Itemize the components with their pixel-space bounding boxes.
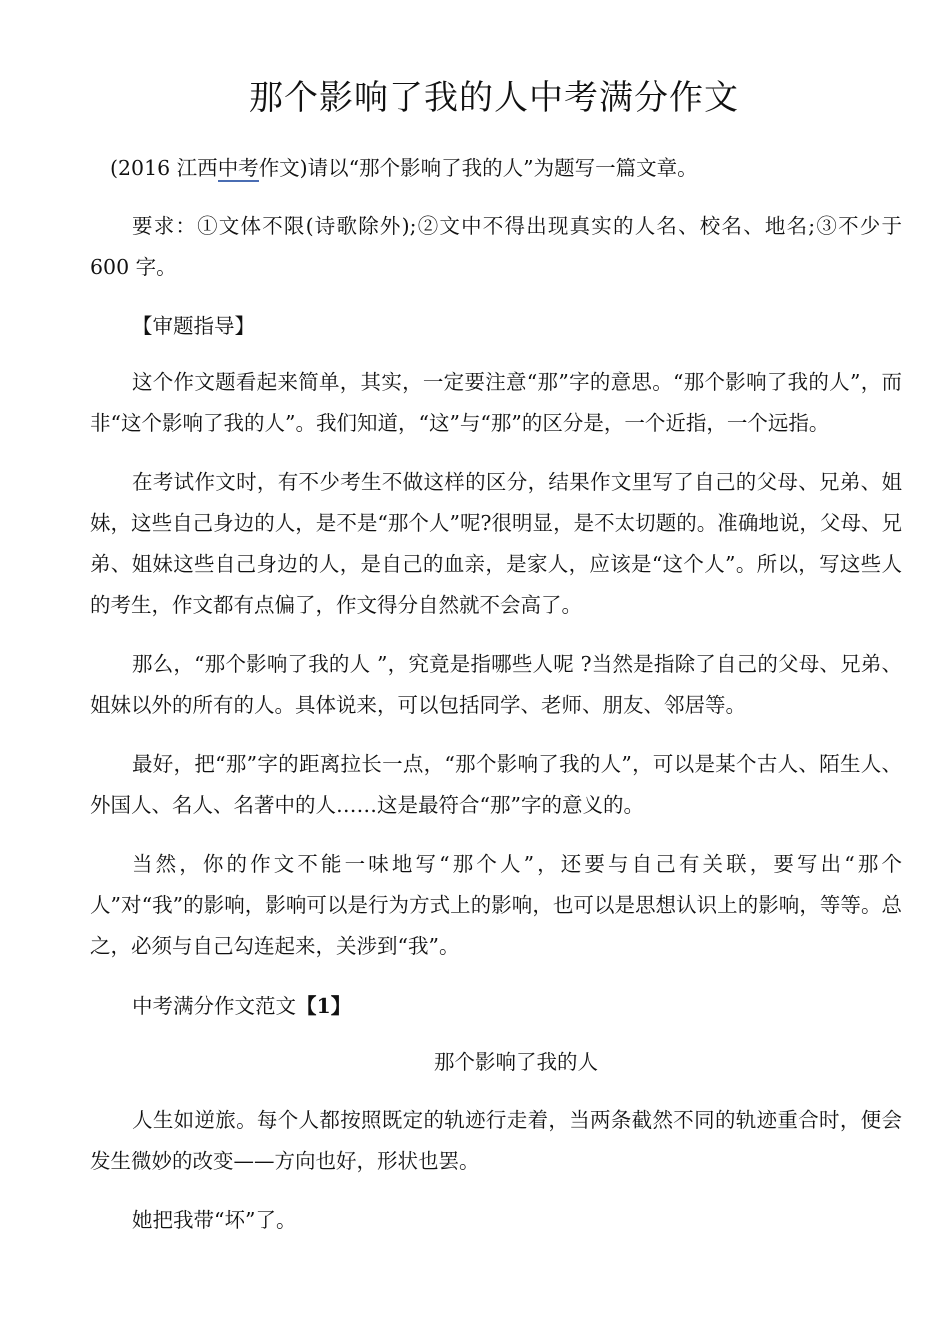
guide-paragraph-1: 这个作文题看起来简单，其实，一定要注意“那”字的意思。“那个影响了我的人”，而非“这个影响了我的人”。我们知道，“这”与“那”的区分是，一个近指，一个远指。 — [90, 370, 902, 435]
intro-paragraph — [110, 148, 900, 189]
guide-heading: 【审题指导】 — [132, 314, 255, 338]
sample-paragraph-2: 她把我带“坏”了。 — [132, 1208, 297, 1232]
intro-link[interactable]: 中考 — [217, 156, 259, 180]
requirement-paragraph: 要求：①文体不限(诗歌除外);②文中不得出现真实的人名、校名、地名;③不少于 600 字。 — [90, 214, 902, 279]
sample-heading-number: 【1】 — [296, 994, 352, 1018]
guide-paragraph-4: 最好，把“那”字的距离拉长一点，“那个影响了我的人”，可以是某个古人、陌生人、外国人、名人、名著中的人……这是最符合“那”字的意义的。 — [90, 752, 902, 817]
page-title: 那个影响了我的人中考满分作文 — [249, 78, 739, 118]
guide-paragraph-2: 在考试作文时，有不少考生不做这样的区分，结果作文里写了自己的父母、兄弟、姐妹，这些自己身边的人，是不是“那个人”呢?很明显，是不太切题的。准确地说，父母、兄弟、姐妹这些自己身边的人，是自己的血亲，是家人，应该是“这个人”。所以，写这些人的考生，作文都有点偏了，作文得分自然就不会高了。 — [90, 470, 902, 617]
sample-heading-text: 中考满分作文范文 — [132, 994, 296, 1018]
sample-heading — [132, 986, 351, 1027]
sample-title: 那个影响了我的人 — [434, 1050, 598, 1074]
intro-prefix: (2016 江西 — [110, 156, 218, 180]
guide-paragraph-3: 那么，“那个影响了我的人 ”，究竟是指哪些人呢 ?当然是指除了自己的父母、兄弟、姐妹以外的所有的人。具体说来，可以包括同学、老师、朋友、邻居等。 — [90, 652, 902, 717]
guide-paragraph-5: 当然，你的作文不能一味地写“那个人”，还要与自己有关联，要写出“那个人”对“我”的影响，影响可以是行为方式上的影响，也可以是思想认识上的影响，等等。总之，必须与自己勾连起来，关涉到“我”。 — [90, 852, 902, 958]
intro-suffix: 作文)请以“那个影响了我的人”为题写一篇文章。 — [258, 156, 698, 180]
sample-paragraph-1: 人生如逆旅。每个人都按照既定的轨迹行走着，当两条截然不同的轨迹重合时，便会发生微妙的改变——方向也好，形状也罢。 — [90, 1108, 902, 1173]
